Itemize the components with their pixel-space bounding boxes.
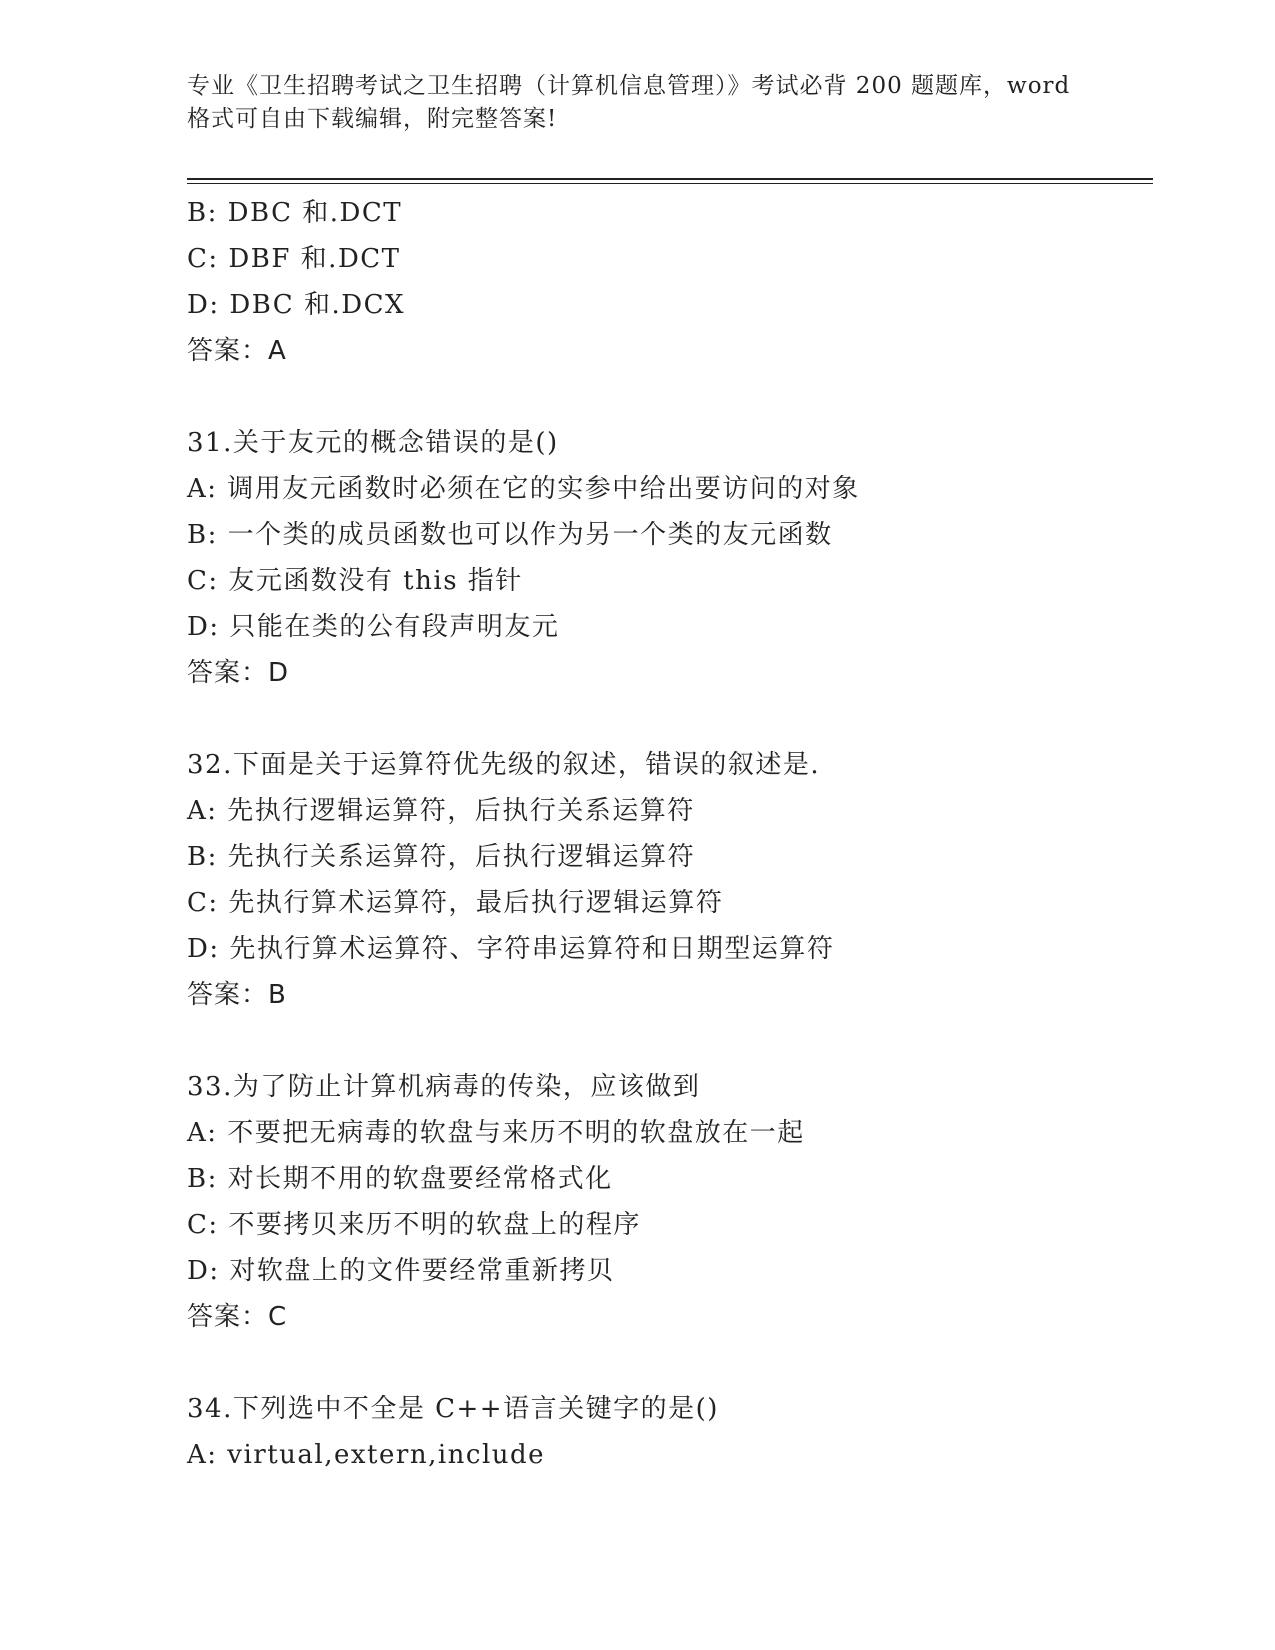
header-line-2: 格式可自由下载编辑，附完整答案! (187, 106, 558, 132)
question-stem: 32.下面是关于运算符优先级的叙述，错误的叙述是. (187, 750, 821, 780)
question-block-32 (187, 742, 1137, 1018)
option-b: B: 对长期不用的软盘要经常格式化 (187, 1164, 613, 1194)
option-a: A: 先执行逻辑运算符，后执行关系运算符 (187, 796, 695, 826)
option-b: B: DBC 和.DCT (187, 198, 403, 228)
spacer (187, 1018, 1137, 1064)
question-block-30 (187, 190, 1137, 374)
document-header (187, 70, 1087, 136)
question-stem: 33.为了防止计算机病毒的传染，应该做到 (187, 1072, 701, 1102)
question-block-31 (187, 420, 1137, 696)
question-list (187, 190, 1137, 1478)
option-d: D: 只能在类的公有段声明友元 (187, 612, 560, 642)
option-c: C: DBF 和.DCT (187, 244, 401, 274)
answer-label: 答案：B (187, 980, 287, 1010)
header-divider-thin (187, 183, 1153, 184)
question-stem: 31.关于友元的概念错误的是() (187, 428, 559, 458)
spacer (187, 696, 1137, 742)
spacer (187, 1340, 1137, 1386)
option-a: A: 不要把无病毒的软盘与来历不明的软盘放在一起 (187, 1118, 805, 1148)
question-block-34 (187, 1386, 1137, 1478)
answer-label: 答案：D (187, 658, 290, 688)
option-c: C: 友元函数没有 this 指针 (187, 566, 523, 596)
option-a: A: 调用友元函数时必须在它的实参中给出要访问的对象 (187, 474, 860, 504)
option-b: B: 一个类的成员函数也可以作为另一个类的友元函数 (187, 520, 833, 550)
header-line-1: 专业《卫生招聘考试之卫生招聘（计算机信息管理）》考试必背 200 题题库，word (187, 73, 1071, 99)
option-d: D: DBC 和.DCX (187, 290, 405, 320)
answer-label: 答案：C (187, 1302, 288, 1332)
option-c: C: 不要拷贝来历不明的软盘上的程序 (187, 1210, 641, 1240)
option-a: A: virtual,extern,include (187, 1440, 546, 1470)
question-block-33 (187, 1064, 1137, 1340)
spacer (187, 374, 1137, 420)
answer-label: 答案：A (187, 336, 287, 366)
option-c: C: 先执行算术运算符，最后执行逻辑运算符 (187, 888, 724, 918)
question-stem: 34.下列选中不全是 C++语言关键字的是() (187, 1394, 719, 1424)
option-b: B: 先执行关系运算符，后执行逻辑运算符 (187, 842, 696, 872)
option-d: D: 先执行算术运算符、字符串运算符和日期型运算符 (187, 934, 835, 964)
option-d: D: 对软盘上的文件要经常重新拷贝 (187, 1256, 615, 1286)
header-divider-thick (187, 178, 1153, 180)
